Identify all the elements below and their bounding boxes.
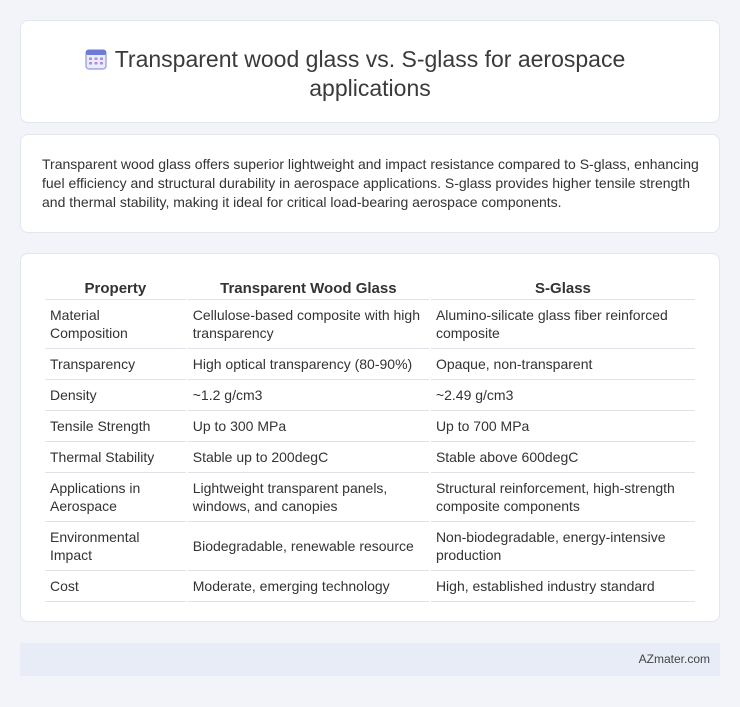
property-cell: Thermal Stability — [45, 442, 186, 473]
page-title: Transparent wood glass vs. S-glass for aerospace applications — [114, 46, 626, 101]
s-glass-cell: Stable above 600degC — [431, 442, 695, 473]
comparison-table-card — [20, 253, 720, 622]
s-glass-cell: Structural reinforcement, high-strength composite components — [431, 473, 695, 522]
transparent-wood-glass-cell: Moderate, emerging technology — [188, 571, 429, 602]
footer-bar — [20, 643, 720, 676]
column-header-property: Property — [45, 276, 186, 300]
transparent-wood-glass-cell: ~1.2 g/cm3 — [188, 380, 429, 411]
table-row — [45, 473, 695, 522]
s-glass-cell: ~2.49 g/cm3 — [431, 380, 695, 411]
property-cell: Applications in Aerospace — [45, 473, 186, 522]
transparent-wood-glass-cell: Biodegradable, renewable resource — [188, 522, 429, 571]
transparent-wood-glass-cell: Cellulose-based composite with high transparency — [188, 300, 429, 349]
table-row — [45, 300, 695, 349]
transparent-wood-glass-cell: High optical transparency (80-90%) — [188, 349, 429, 380]
column-header-s-glass: S-Glass — [431, 276, 695, 300]
table-header-row — [45, 276, 695, 300]
property-cell: Material Composition — [45, 300, 186, 349]
summary-text: Transparent wood glass offers superior lightweight and impact resistance compared to S-glass, enhancing fuel efficiency and structural durability in aerospace applications. S-glass provides higher tensile strength and thermal stability, making it ideal for critical load-bearing aerospace components. — [42, 156, 699, 210]
property-cell: Tensile Strength — [45, 411, 186, 442]
table-row — [45, 442, 695, 473]
transparent-wood-glass-cell: Lightweight transparent panels, windows, and canopies — [188, 473, 429, 522]
title-card — [20, 20, 720, 123]
comparison-table — [43, 276, 697, 602]
property-cell: Environmental Impact — [45, 522, 186, 571]
table-row — [45, 411, 695, 442]
footer-brand: AZmater.com — [638, 652, 710, 666]
table-row — [45, 349, 695, 380]
s-glass-cell: Alumino-silicate glass fiber reinforced composite — [431, 300, 695, 349]
property-cell: Transparency — [45, 349, 186, 380]
table-row — [45, 571, 695, 602]
table-row — [45, 522, 695, 571]
property-cell: Density — [45, 380, 186, 411]
s-glass-cell: Up to 700 MPa — [431, 411, 695, 442]
s-glass-cell: Opaque, non-transparent — [431, 349, 695, 380]
column-header-transparent-wood-glass: Transparent Wood Glass — [188, 276, 429, 300]
transparent-wood-glass-cell: Stable up to 200degC — [188, 442, 429, 473]
summary-card — [20, 134, 720, 233]
transparent-wood-glass-cell: Up to 300 MPa — [188, 411, 429, 442]
s-glass-cell: High, established industry standard — [431, 571, 695, 602]
table-row — [45, 380, 695, 411]
property-cell: Cost — [45, 571, 186, 602]
s-glass-cell: Non-biodegradable, energy-intensive production — [431, 522, 695, 571]
